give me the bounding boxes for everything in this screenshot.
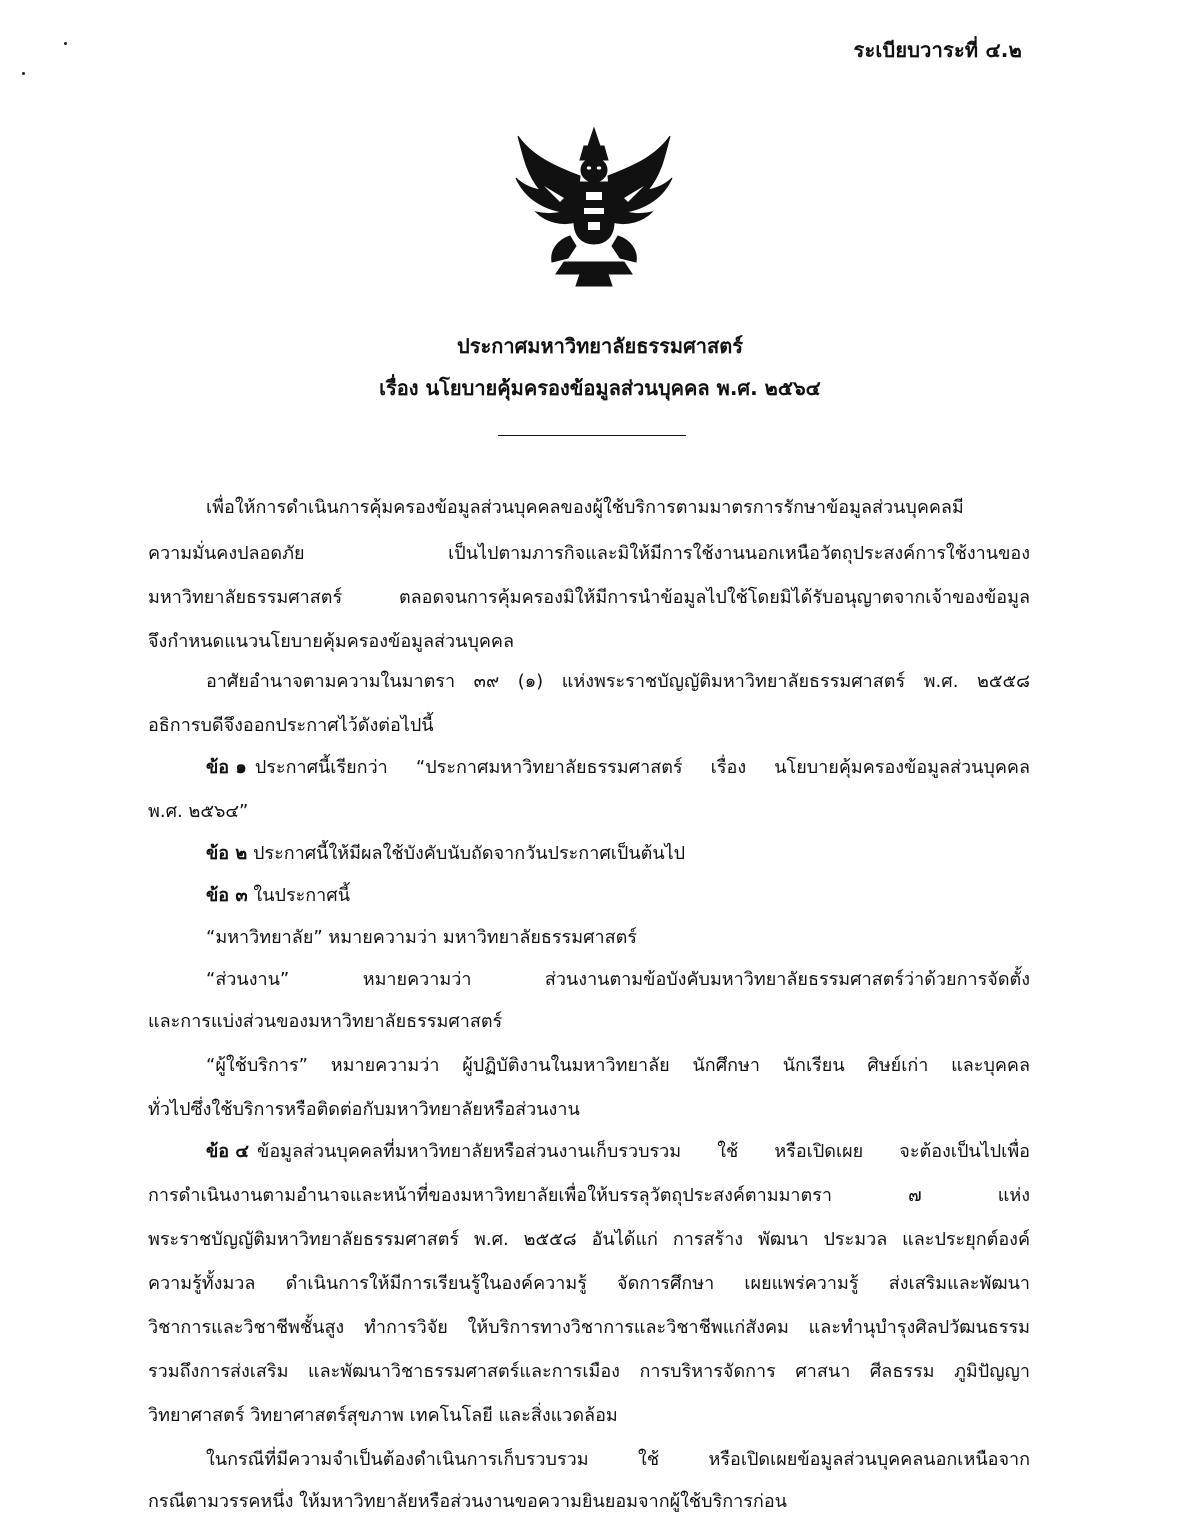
clause-4	[206, 1136, 1030, 1165]
paragraph-line: อธิการบดีจึงออกประกาศไว้ดังต่อไปนี้	[148, 715, 434, 736]
clause-3	[206, 880, 350, 909]
paragraph-line: พระราชบัญญัติมหาวิทยาลัยธรรมศาสตร์ พ.ศ. ๒๕๕๘ อันได้แก่ การสร้าง พัฒนา ประมวล และประยุกต์องค์	[148, 1229, 1030, 1250]
agenda-reference: ระเบียบวาระที่ ๔.๒	[853, 38, 1022, 62]
paragraph-line: จึงกำหนดแนวนโยบายคุ้มครองข้อมูลส่วนบุคคล	[148, 631, 514, 652]
scan-speck	[64, 42, 67, 45]
clause-text: ประกาศนี้เรียกว่า “ประกาศมหาวิทยาลัยธรรมศาสตร์ เรื่อง นโยบายคุ้มครองข้อมูลส่วนบุคคล	[254, 757, 1030, 778]
paragraph-line: ในกรณีที่มีความจำเป็นต้องดำเนินการเก็บรวบรวม ใช้ หรือเปิดเผยข้อมูลส่วนบุคคลนอกเหนือจาก	[206, 1449, 1030, 1470]
paragraph-line: ความมั่นคงปลอดภัย เป็นไปตามภารกิจและมิให้มีการใช้งานนอกเหนือวัตถุประสงค์การใช้งานของ	[148, 543, 1030, 564]
title-divider	[498, 435, 686, 436]
paragraph-line: วิชาการและวิชาชีพชั้นสูง ทำการวิจัย ให้บริการทางวิชาการและวิชาชีพแก่สังคม และทำนุบำรุงศิลปวัฒนธรรม	[148, 1317, 1030, 1338]
clause-label: ข้อ ๒	[206, 843, 248, 864]
announcement-subject: เรื่อง นโยบายคุ้มครองข้อมูลส่วนบุคคล พ.ศ. ๒๕๖๔	[379, 376, 821, 400]
paragraph-line: พ.ศ. ๒๕๖๔”	[148, 801, 249, 822]
clause-label: ข้อ ๔	[206, 1141, 250, 1162]
paragraph-line: เพื่อให้การดำเนินการคุ้มครองข้อมูลส่วนบุคคลของผู้ใช้บริการตามมาตรการรักษาข้อมูลส่วนบุคคลมี	[206, 497, 964, 518]
paragraph-line: การดำเนินงานตามอำนาจและหน้าที่ของมหาวิทยาลัยเพื่อให้บรรลุวัตถุประสงค์ตามมาตรา ๗ แห่ง	[148, 1185, 1030, 1206]
paragraph-line: ความรู้ทั้งมวล ดำเนินการให้มีการเรียนรู้ในองค์ความรู้ จัดการศึกษา เผยแพร่ความรู้ ส่งเสริมและพัฒนา	[148, 1273, 1030, 1294]
paragraph-line: ทั่วไปซึ่งใช้บริการหรือติดต่อกับมหาวิทยาลัยหรือส่วนงาน	[148, 1099, 580, 1120]
scan-speck	[22, 72, 25, 75]
garuda-emblem-icon	[514, 126, 674, 288]
definition-unit: “ส่วนงาน” หมายความว่า ส่วนงานตามข้อบังคับมหาวิทยาลัยธรรมศาสตร์ว่าด้วยการจัดตั้ง	[206, 969, 1030, 990]
paragraph-line: กรณีตามวรรคหนึ่ง ให้มหาวิทยาลัยหรือส่วนงานขอความยินยอมจากผู้ใช้บริการก่อน	[148, 1491, 787, 1512]
clause-label: ข้อ ๓	[206, 885, 248, 906]
definition-service-user: “ผู้ใช้บริการ” หมายความว่า ผู้ปฏิบัติงานในมหาวิทยาลัย นักศึกษา นักเรียน ศิษย์เก่า และบุคคล	[206, 1055, 1030, 1076]
paragraph-line: วิทยาศาสตร์ วิทยาศาสตร์สุขภาพ เทคโนโลยี และสิ่งแวดล้อม	[148, 1405, 618, 1426]
paragraph-line: และการแบ่งส่วนของมหาวิทยาลัยธรรมศาสตร์	[148, 1011, 503, 1032]
paragraph-line: รวมถึงการส่งเสริม และพัฒนาวิชาธรรมศาสตร์และการเมือง การบริหารจัดการ ศาสนา ศีลธรรม ภูมิปัญญา	[148, 1361, 1030, 1382]
clause-text: ในประกาศนี้	[253, 885, 351, 906]
clause-label: ข้อ ๑	[206, 757, 247, 778]
paragraph-line: อาศัยอำนาจตามความในมาตรา ๓๙ (๑) แห่งพระราชบัญญัติมหาวิทยาลัยธรรมศาสตร์ พ.ศ. ๒๕๕๘	[206, 671, 1030, 692]
definition-university: “มหาวิทยาลัย” หมายความว่า มหาวิทยาลัยธรรมศาสตร์	[206, 927, 637, 948]
clause-1	[206, 752, 1030, 781]
clause-2	[206, 838, 685, 867]
clause-text: ประกาศนี้ให้มีผลใช้บังคับนับถัดจากวันประกาศเป็นต้นไป	[252, 843, 686, 864]
paragraph-line: มหาวิทยาลัยธรรมศาสตร์ ตลอดจนการคุ้มครองมิให้มีการนำข้อมูลไปใช้โดยมิได้รับอนุญาตจากเจ้าของข้อมูล	[148, 587, 1030, 608]
announcement-title: ประกาศมหาวิทยาลัยธรรมศาสตร์	[457, 334, 743, 358]
clause-text: ข้อมูลส่วนบุคคลที่มหาวิทยาลัยหรือส่วนงานเก็บรวบรวม ใช้ หรือเปิดเผย จะต้องเป็นไปเพื่อ	[257, 1141, 1030, 1162]
